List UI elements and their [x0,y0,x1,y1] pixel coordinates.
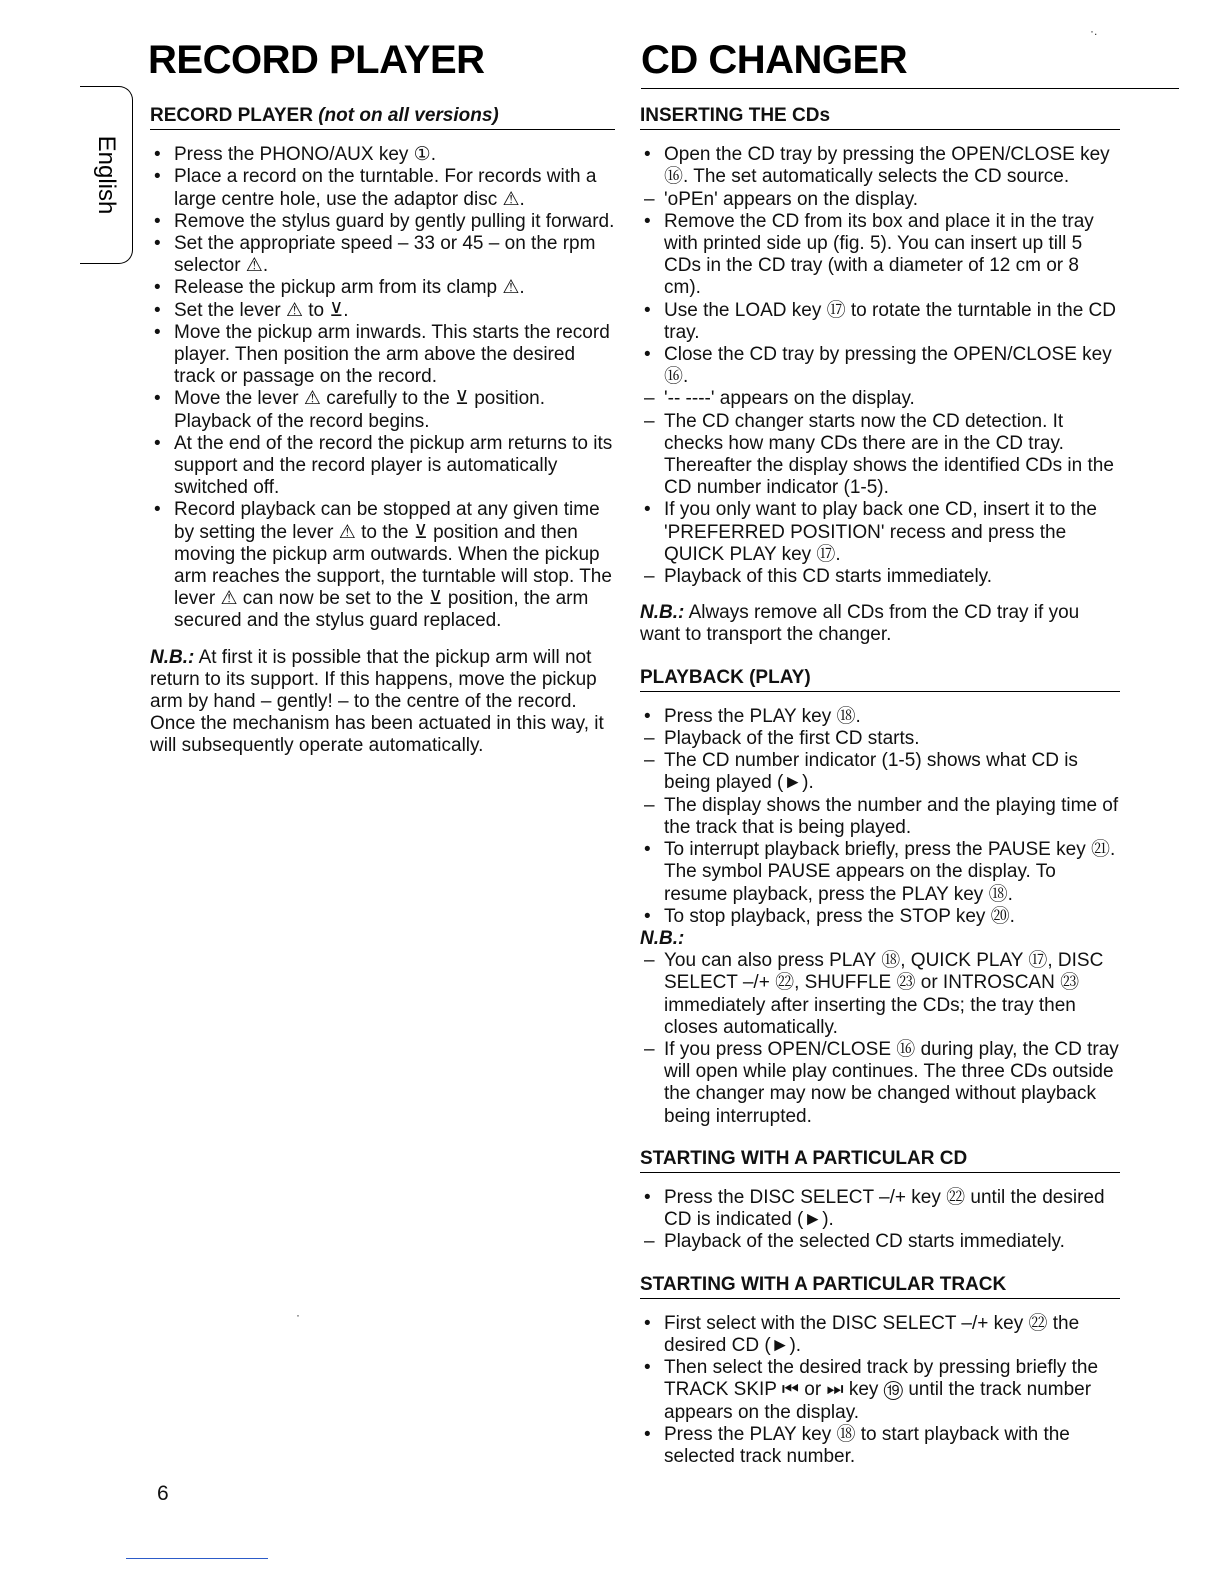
list-item-text: Press the DISC SELECT –/+ key ㉒ until the desired CD is indicated (►). [664,1186,1105,1231]
list-item-text: To interrupt playback briefly, press the PAUSE key ㉑. The symbol PAUSE appears on the display. To resume playback, press the PLAY key ⑱. [664,839,1116,905]
list-marker: • [644,705,651,727]
record-player-note: N.B.: At first it is possible that the pickup arm will not return to its support. If this happens, move the pickup arm by hand – gently! – to the centre of the record. Once the mechanism has been actuated in this way, it will subsequently operate automatically. [150,646,604,757]
list-marker: • [154,166,161,188]
particular-cd-steps [640,1187,1120,1254]
list-item-text: Remove the stylus guard by gently pulling it forward. [174,210,615,232]
list-item [640,1357,1120,1424]
list-item [640,728,1120,750]
record-player-steps [150,144,615,632]
list-marker: • [154,499,161,521]
list-item [640,344,1120,388]
list-item-text: Release the pickup arm from its clamp ⚠. [174,277,525,299]
list-marker: – [644,388,655,410]
list-marker: • [154,321,161,343]
list-item-text: Press the PLAY key ⑱ to start playback with the selected track number. [664,1423,1070,1467]
playback-note: N.B.: – You can also press PLAY ⑱, QUICK PLAY ⑰, DISC SELECT –/+ ㉒, SHUFFLE ㉓ or INTROSCAN ㉓ immediately after inserting the CDs; the tray then closes automatically. – If you press OPEN/CLOSE ⑯ during play, the CD tray will open while play continues. The three CDs outside the changer may now be changed without playback being interrupted. [640,927,1119,1127]
list-item [150,166,615,210]
list-marker: • [644,1312,651,1334]
list-marker: • [644,905,651,927]
cd-changer-column [640,105,1120,1468]
list-marker: • [154,432,161,454]
list-item [640,144,1120,188]
list-item-text: Playback of this CD starts immediately. [664,566,993,588]
list-item [150,233,615,277]
list-item [150,300,615,322]
list-item-text: Remove the CD from its box and place it in the tray with printed side up (fig. 5). You can insert up till 5 CDs in the CD tray (with a diameter of 12 cm or 8 cm). [664,210,1094,299]
list-item [150,277,615,299]
list-item-text: Open the CD tray by pressing the OPEN/CLOSE key ⑯. The set automatically selects the CD source. [664,144,1110,188]
list-marker: • [644,1186,651,1208]
list-item-text: '-- ----' appears on the display. [664,388,915,410]
particular-cd-title: STARTING WITH A PARTICULAR CD [640,1148,1120,1173]
particular-track-steps [640,1313,1120,1468]
list-item [640,189,1120,211]
page-number: 6 [157,1482,169,1505]
list-marker: • [154,233,161,255]
list-marker: • [154,210,161,232]
list-item [640,906,1120,928]
list-marker: – [644,750,655,772]
list-item [640,411,1120,500]
list-marker: – [644,566,655,588]
list-item [640,1231,1120,1253]
list-item-text: Set the appropriate speed – 33 or 45 – on the rpm selector ⚠. [174,233,596,277]
list-item [640,1313,1120,1357]
list-item-text: Then select the desired track by pressing briefly the TRACK SKIP ⏮ or ⏭ key ⑲ until the track number appears on the display. [664,1357,1099,1423]
list-item-text: The display shows the number and the playing time of the track that is being played. [664,794,1119,838]
footer-rule [126,1558,268,1559]
scan-mark: ·. [1090,24,1098,38]
list-item [640,1039,1120,1128]
list-item-text: Playback of the selected CD starts immediately. [664,1231,1065,1253]
list-item [640,1424,1120,1468]
list-marker: • [644,299,651,321]
list-item-text: At the end of the record the pickup arm returns to its support and the record player is automatically switched off. [174,432,613,499]
list-marker: • [154,144,161,166]
list-marker: – [644,1231,655,1253]
list-item-text: Place a record on the turntable. For records with a large centre hole, use the adaptor disc ⚠. [174,166,597,210]
list-marker: – [644,188,655,210]
list-marker: • [644,344,651,366]
list-item [640,839,1120,906]
list-item-text: Press the PLAY key ⑱. [664,705,861,727]
list-item-text: To stop playback, press the STOP key ⑳. [664,905,1015,927]
list-item [640,566,1120,588]
list-item [640,211,1120,300]
language-tab-label: English [93,135,120,215]
list-marker: • [644,210,651,232]
list-item-text: If you press OPEN/CLOSE ⑯ during play, the CD tray will open while play continues. The three CDs outside the changer may now be changed without playback being interrupted. [664,1038,1119,1127]
playback-note-items [640,950,1120,1128]
list-item [640,750,1120,794]
playback-title: PLAYBACK (PLAY) [640,667,1120,692]
record-player-heading: RECORD PLAYER [148,38,485,82]
language-tab [80,86,133,264]
inserting-cds-title: INSERTING THE CDs [640,105,1120,130]
list-item [640,499,1120,566]
list-item-text: Move the pickup arm inwards. This starts the record player. Then position the arm above the desired track or passage on the record. [174,321,610,388]
list-item-text: Close the CD tray by pressing the OPEN/CLOSE key ⑯. [664,344,1112,388]
list-marker: – [644,728,655,750]
list-marker: • [644,144,651,166]
list-marker: • [644,1357,651,1379]
list-item [640,706,1120,728]
list-marker: • [154,277,161,299]
inserting-cds-steps [640,144,1120,588]
list-item-text: 'oPEn' appears on the display. [664,188,919,210]
list-marker: • [154,299,161,321]
list-item-text: The CD number indicator (1-5) shows what CD is being played (►). [664,750,1078,794]
list-marker: • [644,499,651,521]
list-item-text: Playback of the first CD starts. [664,728,920,750]
particular-track-title: STARTING WITH A PARTICULAR TRACK [640,1274,1120,1299]
list-item [640,795,1120,839]
record-player-column [150,105,615,758]
record-player-section-title: RECORD PLAYER (not on all versions) [150,105,615,130]
list-marker: • [644,839,651,861]
list-item [150,322,615,389]
list-item-text: Move the lever ⚠ carefully to the ⊻ position. Playback of the record begins. [174,388,546,432]
list-item [640,950,1120,1039]
list-item [150,499,615,632]
list-item-text: Set the lever ⚠ to ⊻. [174,299,349,321]
list-item-text: Record playback can be stopped at any given time by setting the lever ⚠ to the ⊻ position and then moving the pickup arm outwards. When the pickup arm reaches the support, the turntable will stop. The lever ⚠ can now be set to the ⊻ position, the arm secured and the stylus guard replaced. [174,499,612,632]
cd-changer-heading: CD CHANGER [641,38,908,82]
list-item [150,433,615,500]
playback-steps [640,706,1120,928]
list-marker: – [644,1038,655,1060]
list-item [640,1187,1120,1231]
list-marker: • [154,388,161,410]
list-item-text: If you only want to play back one CD, insert it to the 'PREFERRED POSITION' recess and press the QUICK PLAY key ⑰. [664,499,1098,565]
inserting-cds-note: N.B.: Always remove all CDs from the CD tray if you want to transport the changer. [640,602,1080,646]
list-marker: – [644,794,655,816]
list-item-text: You can also press PLAY ⑱, QUICK PLAY ⑰, DISC SELECT –/+ ㉒, SHUFFLE ㉓ or INTROSCAN ㉓ immediately after inserting the CDs; the tray then closes automatically. [664,950,1104,1038]
list-item-text: First select with the DISC SELECT –/+ key ㉒ the desired CD (►). [664,1312,1080,1356]
list-item [640,300,1120,344]
list-marker: – [644,410,655,432]
header-rule [641,88,1179,89]
scan-speck: · [296,1308,300,1322]
list-item [150,211,615,233]
list-marker: • [644,1423,651,1445]
list-item [640,388,1120,410]
list-item [150,144,615,166]
list-item-text: The CD changer starts now the CD detection. It checks how many CDs there are in the CD tray. Thereafter the display shows the identified CDs in the CD number indicator (1-5). [664,410,1114,499]
list-item-text: Press the PHONO/AUX key ①. [174,144,436,166]
list-marker: – [644,950,655,972]
list-item-text: Use the LOAD key ⑰ to rotate the turntable in the CD tray. [664,299,1117,343]
list-item [150,388,615,432]
